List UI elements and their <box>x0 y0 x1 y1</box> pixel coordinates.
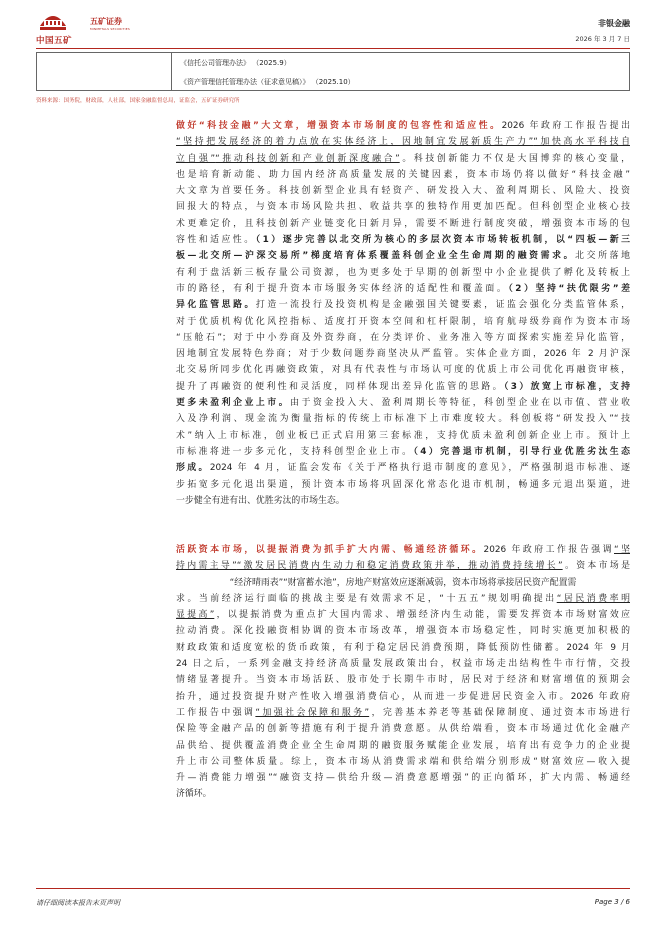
text-segment: 术更难定价，且科技创新产业链变化日新月异，需要不断进行制度突破，增强资本市场的包 <box>176 218 630 229</box>
text-segment: “坚持把发展经济的着力点放在实体经济上，因地制宜发展新质生产力” <box>176 137 534 148</box>
text-segment: “居民消费率明 <box>556 593 630 604</box>
text-segment: ，以提振消费为重点扩大国内需求、增强经济内生动能，需要发挥资本市场财富效应 <box>214 610 630 621</box>
text-segment: 市标准将进一步多元化，支持科创型企业上市。 <box>176 446 414 457</box>
text-line <box>176 134 630 150</box>
text-segment: 品供给、提供覆盖消费企业全生命周期的融资服务赋能企业发展，培育出有竞争力的企业提 <box>176 740 630 751</box>
text-line <box>176 362 630 378</box>
text-segment: “加快高水平科技自 <box>533 137 630 148</box>
text-line <box>176 281 630 297</box>
text-line <box>176 672 630 688</box>
text-line <box>176 607 630 623</box>
text-line <box>176 118 630 134</box>
text-line <box>176 721 630 737</box>
paragraph-consumption <box>176 542 630 803</box>
text-segment: 做好“科技金融”大文章，增强资本市场制度的包容性和适应性。 <box>176 121 502 131</box>
text-line <box>176 754 630 770</box>
text-segment: 持内需主导” <box>176 561 237 572</box>
text-line <box>176 542 630 558</box>
text-segment: 情绪显著提升。当资本市场活跃、股市处于长期牛市时，居民对于经济和财富增值的预期会 <box>176 675 630 686</box>
policy-table-row: 《信托公司管理办法》 （2025.9） <box>180 59 291 67</box>
brand-name-en: MINMETALS SECURITIES <box>90 27 130 31</box>
policy-table <box>36 52 630 91</box>
brand-name: 五矿证券 <box>90 17 122 26</box>
text-segment: 更多未盈利企业上市。 <box>176 398 291 409</box>
text-segment: （2）坚持“扶优限劣”差 <box>508 283 630 294</box>
text-segment: 拉动消费。深化投融资相协调的资本市场改革，增强资本市场稳定性，同时实施更加积极的 <box>176 626 630 637</box>
text-segment: 立自强” <box>176 153 216 164</box>
text-segment: 24 日之后，一系列金融支持经济高质量发展政策出台，权益市场走出结构性牛市行情，交投 <box>176 659 630 670</box>
text-segment: 济循环。 <box>176 789 212 800</box>
text-segment: 回报大的特点，与资本市场风险共担、收益共享的独特作用更加匹配。但科创型企业核心技 <box>176 202 630 213</box>
text-segment: 升上市公司整体质量。综上，资本市场从消费需求端和供给端分别形成“财富效应—收入提 <box>176 756 630 767</box>
text-segment: 求。当前经济运行面临的挑战主要是有效需求不足，“十五五”规划明确提出 <box>176 593 557 604</box>
page-number: Page 3 / 6 <box>594 898 630 906</box>
text-segment: 由于资金投入大、盈利周期长等特征，科创型企业在以市值、营业收 <box>290 398 631 409</box>
text-segment: 异化监管思路。 <box>176 300 256 311</box>
text-segment: 2026 年政府工作报告强调 <box>483 545 614 555</box>
text-line <box>176 248 630 264</box>
report-category: 非银金融 <box>598 19 630 28</box>
text-segment: “推动科技创新和产业创新深度融合” <box>215 153 400 164</box>
text-segment: “经济晴雨表”“财富蓄水池”，房地产财富效应逐渐减弱，资本市场将承接居民资产配置需 <box>229 577 577 588</box>
text-segment: 市的路径，有利于提升资本市场服务实体经济的适配性和覆盖面。 <box>176 283 509 294</box>
text-segment: 升—消费能力增强”“融资支持—供给升级—消费意愿增强”的正向循环，扩大内需、畅通经 <box>176 773 630 784</box>
text-segment: （3）放宽上市标准，支持 <box>503 381 630 392</box>
text-segment: 北交所落地 <box>575 251 630 262</box>
text-segment: “坚 <box>614 545 630 555</box>
text-segment: “压舱石”；对于中小券商及外资券商，在分类评价、业务准入等方面探索实施差异化监管， <box>176 332 630 343</box>
text-segment: 入及净利润、现金流为衡量指标的传统上市标准下上市难度较大。科创板将“研发投入”“技 <box>176 414 630 425</box>
text-segment: 也是培育新动能、助力国内经济高质量发展的关键因素，资本市场仍将以做好“科技金融” <box>176 169 630 180</box>
text-segment: “加强社会保障和服务” <box>255 707 370 718</box>
text-line <box>176 558 630 574</box>
text-segment: 2026 年政府工作报告提出 <box>501 121 630 131</box>
text-line <box>176 444 630 460</box>
report-date: 2026 年 3 月 7 日 <box>575 35 630 43</box>
text-segment: 。科技创新能力不仅是大国博弈的核心变量， <box>399 153 631 164</box>
text-segment: 容性和适应性。 <box>176 235 256 246</box>
text-line <box>176 493 630 509</box>
text-segment: 工作报告中强调 <box>176 707 256 718</box>
text-segment: 2024 年 4 月，证监会发布《关于严格执行退市制度的意见》，严格强制退市标准、逐 <box>209 463 631 474</box>
text-segment: （4）完善退市机制，引导行业优胜劣汰生态 <box>413 446 630 457</box>
text-line <box>176 346 630 362</box>
minmetals-logo-icon <box>36 10 70 32</box>
text-line <box>176 575 630 591</box>
text-line <box>176 265 630 281</box>
header-divider <box>36 48 630 49</box>
text-segment: 抬升，通过投资提升财产性收入增强消费信心，从而进一步促进居民资金入市。2026 年政府 <box>176 691 630 702</box>
text-line <box>176 199 630 215</box>
text-segment: 保险等金融产品的创新等措施有利于提升消费意愿。从供给端看，资本市场通过优化金融产 <box>176 724 630 735</box>
text-segment: 形成。 <box>176 463 210 474</box>
text-segment: 一步健全有进有出、优胜劣汰的市场生态。 <box>176 495 345 506</box>
text-line <box>176 167 630 183</box>
text-segment: “激发居民消费内生动力和稳定消费政策并举，推动消费持续增长” <box>236 561 563 572</box>
text-line <box>176 786 630 802</box>
text-line <box>176 591 630 607</box>
text-segment: 因地制宜发展特色券商；对于少数问题券商坚决从严监管。实体企业方面，2026 年 2 月沪深 <box>176 349 630 360</box>
text-segment: 有利于盘活新三板存量公司资源，也为更多处于早期的创新型中小企业提供了孵化及转板上 <box>176 267 630 278</box>
text-segment: ，完善基本养老等基础保障制度、通过资本市场进行 <box>369 707 631 718</box>
policy-table-row: 《资产管理信托管理办法（征求意见稿）》 （2025.10） <box>180 78 355 86</box>
policy-table-category-cell <box>37 53 172 90</box>
text-line <box>176 314 630 330</box>
text-segment: 。资本市场是 <box>562 561 630 572</box>
text-line <box>176 477 630 493</box>
text-line <box>176 151 630 167</box>
text-segment: 活跃资本市场，以提振消费为抓手扩大内需、畅通经济循环。 <box>176 545 484 555</box>
text-segment: 板—北交所—沪深交易所”梯度培育体系覆盖科创企业全生命周期的融资需求。 <box>176 251 576 262</box>
table-source-note: 资料来源：国务院，财政部，人社部，国家金融监督总局，证监会，五矿证券研究所 <box>36 98 240 104</box>
text-line <box>176 411 630 427</box>
text-line <box>176 232 630 248</box>
text-line <box>176 395 630 411</box>
text-segment: 北交易所同步优化再融资政策，对具有代表性与市场认可度的优质上市公司优化再融资审核， <box>176 365 630 376</box>
text-segment: 大文章为首要任务。科技创新型企业具有轻资产、研发投入大、盈利周期长、风险大、投资 <box>176 186 630 197</box>
footer-disclaimer: 请仔细阅读本报告末页声明 <box>36 899 120 907</box>
page-header <box>36 10 630 46</box>
text-segment: （1）逐步完善以北交所为核心的多层次资本市场转板机制，以“四板—新三 <box>255 235 631 246</box>
text-line <box>176 705 630 721</box>
text-segment: 打造一流投行及投资机构是金融强国关键要素，证监会强化分类监管体系， <box>255 300 631 311</box>
logo-company-name: 中国五矿 <box>36 36 73 46</box>
text-segment: 显提高” <box>176 610 215 621</box>
text-line <box>176 330 630 346</box>
paragraph-tech-finance <box>176 118 630 509</box>
text-segment: 提升了再融资的便利性和灵活度，同样体现出差异化监管的思路。 <box>176 381 504 392</box>
text-segment: 财政政策和适度宽松的货币政策，有利于稳定居民消费预期，降低预防性储蓄。2024 年 9 月 <box>176 642 630 653</box>
text-line <box>176 428 630 444</box>
text-line <box>176 216 630 232</box>
text-line <box>176 738 630 754</box>
text-line <box>176 460 630 476</box>
text-segment: 对于优质机构优化风控指标、适度打开资本空间和杠杆限制，培育航母级券商作为资本市场 <box>176 316 630 327</box>
text-line <box>176 689 630 705</box>
text-line <box>176 297 630 313</box>
text-segment: 术”纳入上市标准，创业板已正式启用第三套标准，支持优质未盈利创新企业上市。预计上 <box>176 430 630 441</box>
text-line <box>176 379 630 395</box>
footer-divider <box>36 888 630 889</box>
text-line <box>176 640 630 656</box>
text-line <box>176 656 630 672</box>
text-line <box>176 623 630 639</box>
text-segment: 步拓宽多元化退出渠道，预计资本市场将巩固深化常态化退市机制，畅通多元退出渠道，进 <box>176 479 630 490</box>
text-line <box>176 183 630 199</box>
text-line <box>176 770 630 786</box>
